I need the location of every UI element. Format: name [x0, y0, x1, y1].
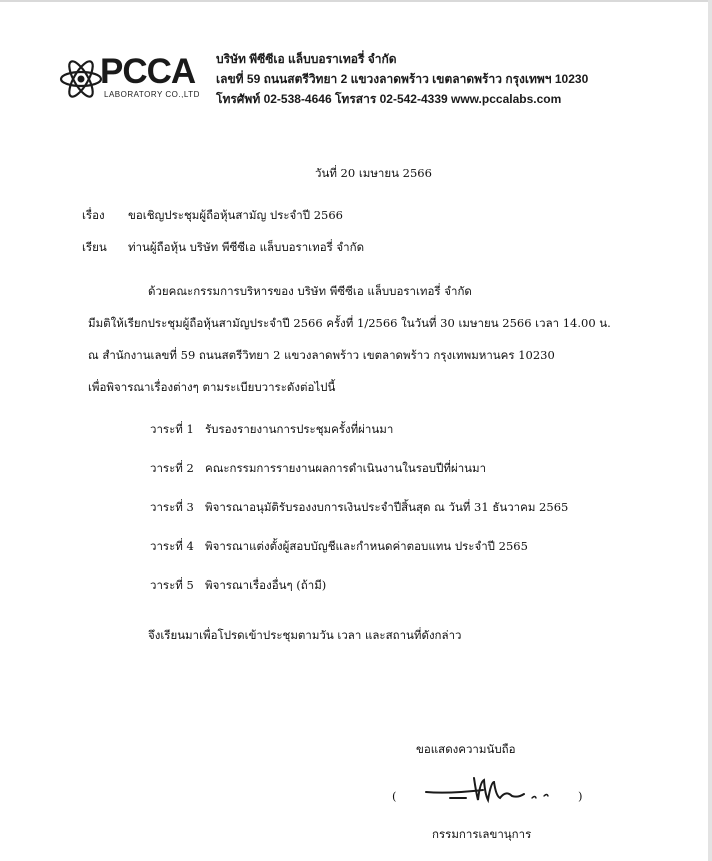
recipient-text: ท่านผู้ถือหุ้น บริษัท พีซีซีเอ แล็บบอราเทอรี่ จำกัด: [128, 240, 365, 254]
page-right-edge: [708, 0, 712, 861]
subject-label: เรื่อง: [82, 208, 105, 222]
handwritten-signature: [388, 772, 588, 812]
body-paragraph-line: ด้วยคณะกรรมการบริหารของ บริษัท พีซีซีเอ แล็บบอราเทอรี่ จำกัด: [148, 284, 472, 298]
logo-wordmark: PCCA: [100, 52, 196, 91]
agenda-item-label: วาระที่ 2: [150, 461, 194, 475]
agenda-item-text: พิจารณาแต่งตั้งผู้สอบบัญชีและกำหนดค่าตอบแทน ประจำปี 2565: [205, 539, 528, 553]
agenda-item-label: วาระที่ 4: [150, 539, 194, 553]
agenda-item-text: พิจารณาเรื่องอื่นๆ (ถ้ามี): [205, 578, 327, 592]
agenda-item-label: วาระที่ 3: [150, 500, 194, 514]
body-paragraph-line: ณ สำนักงานเลขที่ 59 ถนนสตรีวิทยา 2 แขวงลาดพร้าว เขตลาดพร้าว กรุงเทพมหานคร 10230: [88, 348, 555, 362]
logo-subtitle: LABORATORY CO.,LTD: [104, 90, 200, 99]
recipient-label: เรียน: [82, 240, 107, 254]
company-logo: [58, 50, 208, 108]
agenda-item-text: คณะกรรมการรายงานผลการดำเนินงานในรอบปีที่ผ่านมา: [205, 461, 487, 475]
subject-text: ขอเชิญประชุมผู้ถือหุ้นสามัญ ประจำปี 2566: [128, 208, 343, 222]
body-paragraph-line: มีมติให้เรียกประชุมผู้ถือหุ้นสามัญประจำปี 2566 ครั้งที่ 1/2566 ในวันที่ 30 เมษายน 2566 เวลา 14.00 น.: [88, 316, 611, 330]
company-contact: โทรศัพท์ 02-538-4646 โทรสาร 02-542-4339 www.pccalabs.com: [216, 92, 562, 106]
body-paragraph-line: เพื่อพิจารณาเรื่องต่างๆ ตามระเบียบวาระดังต่อไปนี้: [88, 380, 336, 394]
agenda-item-text: รับรองรายงานการประชุมครั้งที่ผ่านมา: [205, 422, 394, 436]
agenda-item-text: พิจารณาอนุมัติรับรองงบการเงินประจำปีสิ้นสุด ณ วันที่ 31 ธันวาคม 2565: [205, 500, 569, 514]
regards-text: ขอแสดงความนับถือ: [416, 742, 516, 756]
atom-emblem-icon: [58, 56, 104, 102]
signature-open-paren: (: [392, 789, 397, 803]
page-top-edge: [0, 0, 712, 2]
company-address: เลขที่ 59 ถนนสตรีวิทยา 2 แขวงลาดพร้าว เขตลาดพร้าว กรุงเทพฯ 10230: [216, 72, 589, 86]
letter-date: วันที่ 20 เมษายน 2566: [315, 166, 432, 180]
signature-close-paren: ): [578, 789, 583, 803]
company-name: บริษัท พีซีซีเอ แล็บบอราเทอรี่ จำกัด: [216, 52, 397, 66]
signer-title: กรรมการเลขานุการ: [432, 827, 532, 841]
agenda-item-label: วาระที่ 1: [150, 422, 194, 436]
closing-sentence: จึงเรียนมาเพื่อโปรดเข้าประชุมตามวัน เวลา และสถานที่ดังกล่าว: [148, 628, 462, 642]
agenda-item-label: วาระที่ 5: [150, 578, 194, 592]
